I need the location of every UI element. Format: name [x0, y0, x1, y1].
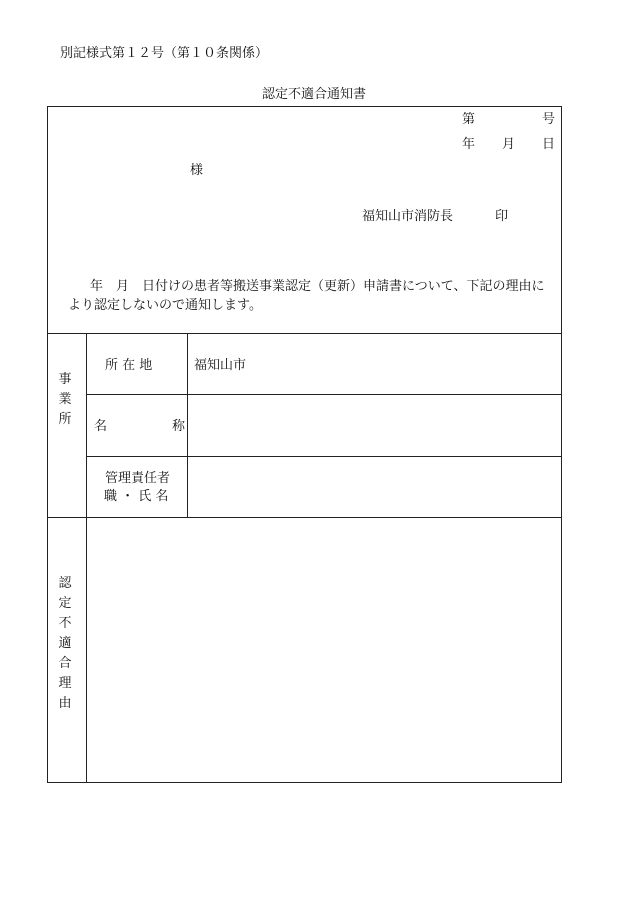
office-label-char: 所 [58, 412, 72, 427]
office-section-label [57, 372, 73, 428]
issuer-name: 福知山市消防長 [362, 209, 454, 224]
reason-label-char: 適 [58, 636, 72, 651]
date-day-label: 日 [542, 137, 556, 152]
document-title: 認定不適合通知書 [262, 87, 367, 102]
office-label-char: 事 [58, 372, 72, 387]
form-number: 別記様式第１２号（第１０条関係） [60, 46, 269, 61]
reason-label-char: 定 [58, 596, 72, 611]
date-month-label: 月 [502, 137, 516, 152]
reason-section-label [57, 576, 73, 712]
manager-label-line1: 管理責任者 [105, 471, 171, 486]
manager-label-line2: 職 ・ 氏 名 [104, 489, 169, 504]
divider-office-top [47, 333, 562, 334]
reason-label-char: 理 [58, 676, 72, 691]
date-year-label: 年 [462, 137, 476, 152]
reason-label-char: 合 [58, 656, 72, 671]
name-label-first: 名 [94, 419, 108, 434]
body-text-line2: より認定しないので通知します。 [68, 298, 262, 313]
number-go-label: 号 [542, 112, 556, 127]
body-text-line1: 年 月 日付けの患者等搬送事業認定（更新）申請書について、下記の理由に [90, 279, 545, 294]
reason-label-char: 認 [58, 576, 72, 591]
manager-field[interactable] [188, 457, 561, 516]
location-label: 所 在 地 [105, 358, 153, 373]
reason-label-char: 由 [58, 696, 72, 711]
location-field[interactable]: 福知山市 [194, 358, 247, 373]
reason-field[interactable] [87, 518, 561, 782]
addressee-suffix: 様 [190, 163, 204, 178]
office-label-char: 業 [58, 392, 72, 407]
seal-mark: 印 [495, 209, 509, 224]
name-field[interactable] [188, 395, 561, 455]
name-label-second: 称 [172, 419, 186, 434]
number-dai-label: 第 [462, 112, 476, 127]
reason-label-char: 不 [58, 616, 72, 631]
